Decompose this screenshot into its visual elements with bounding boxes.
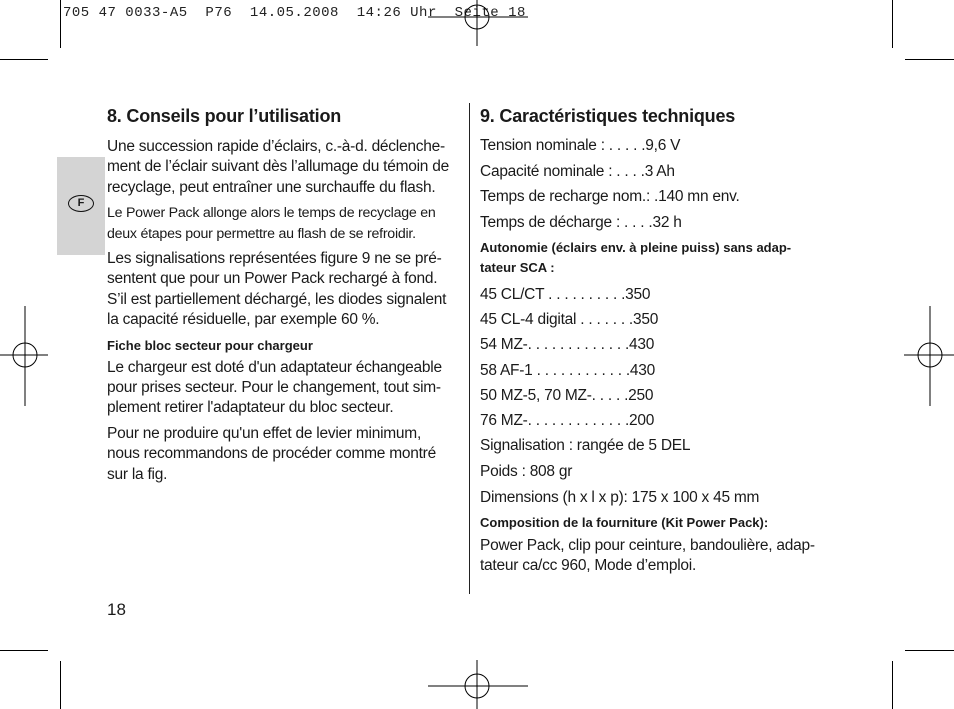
- autonomy-row: 58 AF-1 . . . . . . . . . . . .430: [480, 361, 655, 379]
- spec-line: Capacité nominale : . . . .3 Ah: [480, 162, 675, 180]
- crop-mark: [892, 0, 893, 48]
- weight-line: Poids : 808 gr: [480, 463, 573, 481]
- supply-text: Power Pack, clip pour ceinture, bandoulière, adap- tateur ca/cc 960, Mode d’emploi.: [480, 537, 815, 575]
- section-heading-specs: 9. Caractéristiques techniques: [480, 106, 736, 126]
- autonomy-row: 45 CL/CT . . . . . . . . . .350: [480, 286, 651, 303]
- crop-mark: [905, 59, 954, 60]
- paragraph: Le Power Pack allonge alors le temps de recyclage en deux étapes pour permettre au flash de se refroidir.: [107, 205, 436, 242]
- crop-mark: [60, 661, 61, 709]
- spec-line: Temps de recharge nom.: .140 mn env.: [480, 188, 740, 205]
- subheading-charger-plug: Fiche bloc secteur pour chargeur: [107, 337, 313, 353]
- crop-mark: [0, 59, 48, 60]
- column-divider: [469, 103, 470, 594]
- print-header: 705 47 0033-A5 P76 14.05.2008 14:26 Uhr Seite 18: [63, 5, 526, 21]
- registration-mark-left: [0, 306, 48, 406]
- crop-mark: [905, 650, 954, 651]
- paragraph: Le chargeur est doté d'un adaptateur échangeable pour prises secteur. Pour le changement, tout sim- plement retirer l'adaptateur du bloc secteur.: [107, 358, 442, 417]
- crop-mark: [0, 650, 48, 651]
- language-label: F: [68, 195, 94, 212]
- registration-mark-bottom: [428, 660, 528, 709]
- crop-mark: [892, 661, 893, 709]
- paragraph: Les signalisations représentées figure 9 ne se pré- sentent que pour un Power Pack rechargé à fond. S’il est partiellement déchargé, les diodes signalent la capacité résiduelle, par exemple 60 %.: [107, 250, 447, 329]
- dimensions-line: Dimensions (h x l x p): 175 x 100 x 45 mm: [480, 489, 760, 507]
- autonomy-row: 45 CL-4 digital . . . . . . .350: [480, 311, 659, 329]
- crop-mark: [60, 0, 61, 48]
- autonomy-row: 50 MZ-5, 70 MZ-. . . . .250: [480, 386, 654, 404]
- language-tab: [57, 157, 105, 255]
- autonomy-row: 76 MZ-. . . . . . . . . . . . .200: [480, 412, 655, 430]
- right-column: [480, 106, 840, 576]
- left-column: [107, 106, 462, 485]
- section-heading-usage: 8. Conseils pour l’utilisation: [107, 106, 342, 126]
- autonomy-row: 54 MZ-. . . . . . . . . . . . .430: [480, 336, 655, 354]
- autonomy-title: Autonomie (éclairs env. à pleine puiss) sans adap- tateur SCA :: [480, 240, 792, 275]
- spec-line: Temps de décharge : . . . .32 h: [480, 213, 682, 231]
- paragraph: Pour ne produire qu'un effet de levier minimum, nous recommandons de procéder comme montré sur la fig.: [107, 424, 436, 483]
- registration-mark-top: [428, 0, 528, 46]
- signal-line: Signalisation : rangée de 5 DEL: [480, 437, 691, 455]
- supply-title: Composition de la fourniture (Kit Power Pack):: [480, 515, 769, 531]
- page-number: 18: [107, 600, 126, 619]
- registration-mark-right: [904, 306, 954, 406]
- paragraph: Une succession rapide d’éclairs, c.-à-d. déclenche- ment de l’éclair suivant dès l’allumage du témoin de recyclage, peut entraîner une surchauffe du flash.: [107, 138, 449, 196]
- spec-line: Tension nominale : . . . . .9,6 V: [480, 137, 681, 154]
